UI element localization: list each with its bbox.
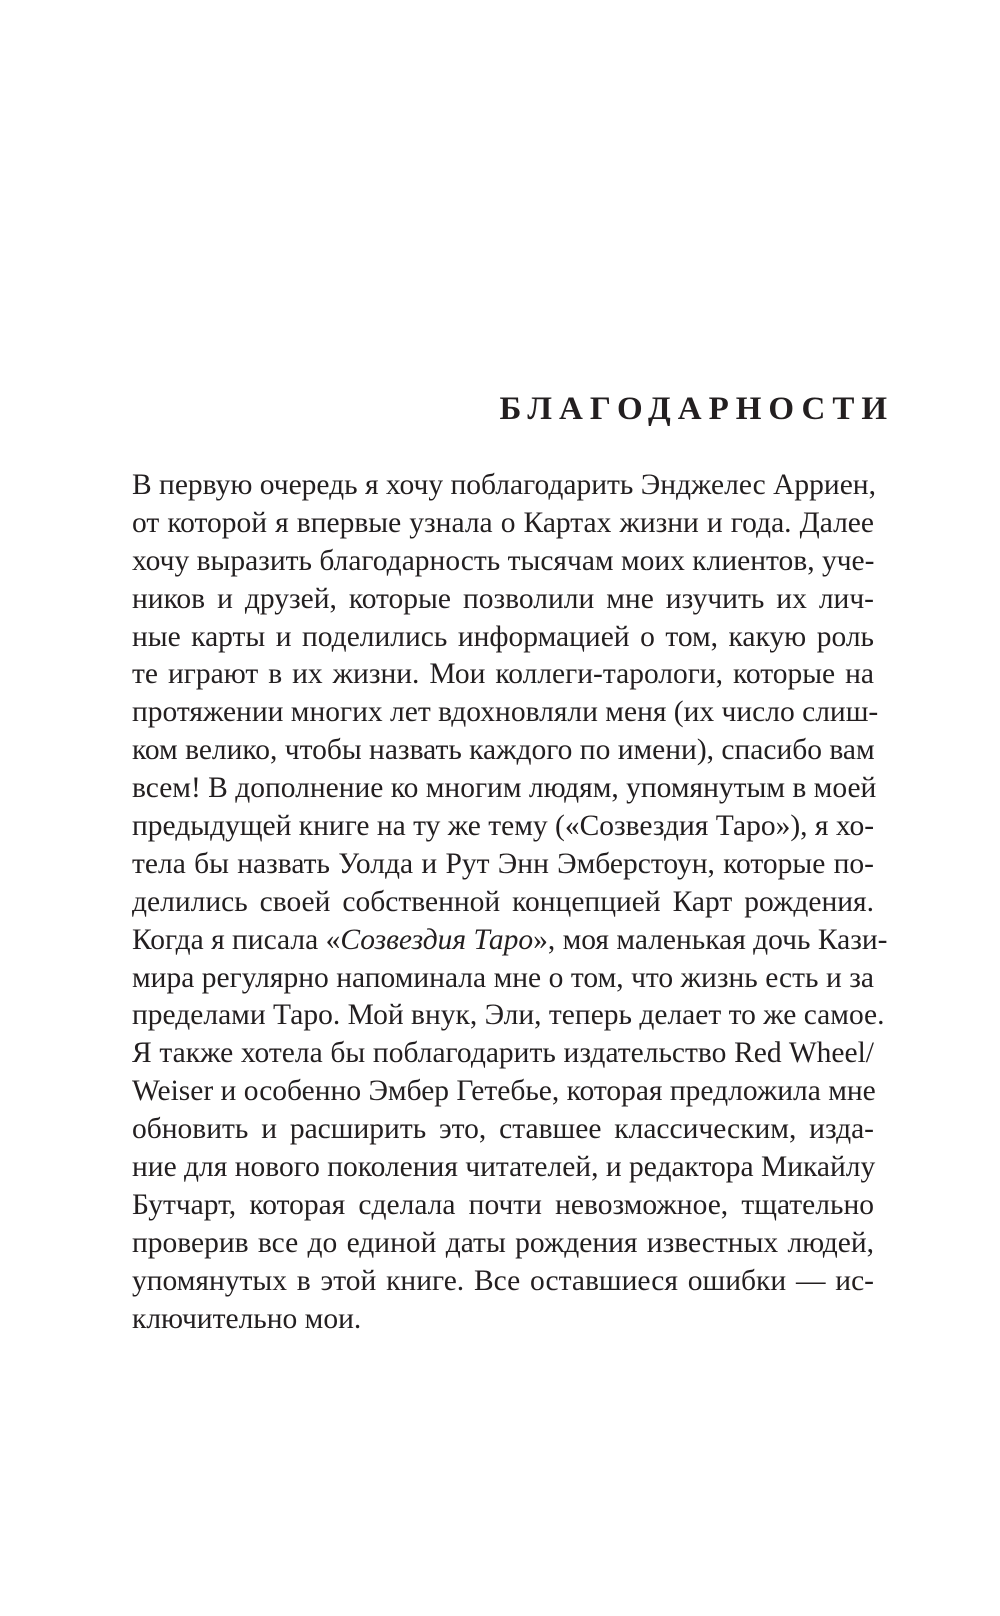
text-line: ние для нового поколения читателей, и редактора Микайлу — [132, 1151, 876, 1184]
chapter-heading: БЛАГОДАРНОСТИ — [499, 391, 894, 427]
text-line: обновить и расширить это, ставшее классическим, изда- — [132, 1113, 874, 1146]
text-line: от которой я впервые узнала о Картах жизни и года. Далее — [132, 506, 874, 539]
text-line: пределами Таро. Мой внук, Эли, теперь делает то же самое. — [132, 999, 885, 1032]
text-line: Бутчарт, которая сделала почти невозможное, тщательно — [132, 1188, 874, 1221]
text-line: ные карты и поделились информацией о том, какую роль — [132, 620, 874, 653]
text-line: ников и друзей, которые позволили мне изучить их лич- — [132, 582, 874, 615]
text-line: те играют в их жизни. Мои коллеги-тарологи, которые на — [132, 658, 874, 691]
book-title-italic: Созвездия Таро — [340, 923, 534, 956]
text-line: хочу выразить благодарность тысячам моих клиентов, уче- — [132, 544, 875, 577]
text-line: всем! В дополнение ко многим людям, упомянутым в моей — [132, 772, 877, 805]
text-line: ком велико, чтобы назвать каждого по имени), спасибо вам — [132, 734, 875, 767]
text-line: протяжении многих лет вдохновляли меня (их число слиш- — [132, 696, 879, 729]
text-segment: Когда я писала « — [132, 923, 341, 956]
acknowledgements-paragraph — [132, 467, 888, 1338]
text-line-last: ключительно мои. — [132, 1302, 362, 1335]
text-line: Weiser и особенно Эмбер Гетебье, которая предложила мне — [132, 1075, 876, 1108]
text-line-with-title — [132, 922, 888, 960]
text-line: предыдущей книге на ту же тему («Созвездия Таро»), я хо- — [132, 810, 875, 843]
text-line: мира регулярно напоминала мне о том, что жизнь есть и за — [132, 961, 874, 994]
text-line: проверив все до единой даты рождения известных людей, — [132, 1226, 874, 1259]
text-line: делились своей собственной концепцией Карт рождения. — [132, 885, 874, 918]
text-line: Я также хотела бы поблагодарить издательство Red Wheel/ — [132, 1037, 874, 1070]
text-segment: », моя маленькая дочь Кази- — [533, 923, 888, 956]
text-line: упомянутых в этой книге. Все оставшиеся ошибки — ис- — [132, 1264, 874, 1297]
text-line: В первую очередь я хочу поблагодарить Энджелес Арриен, — [132, 469, 876, 501]
text-line: тела бы назвать Уолда и Рут Энн Эмберстоун, которые по- — [132, 847, 874, 880]
